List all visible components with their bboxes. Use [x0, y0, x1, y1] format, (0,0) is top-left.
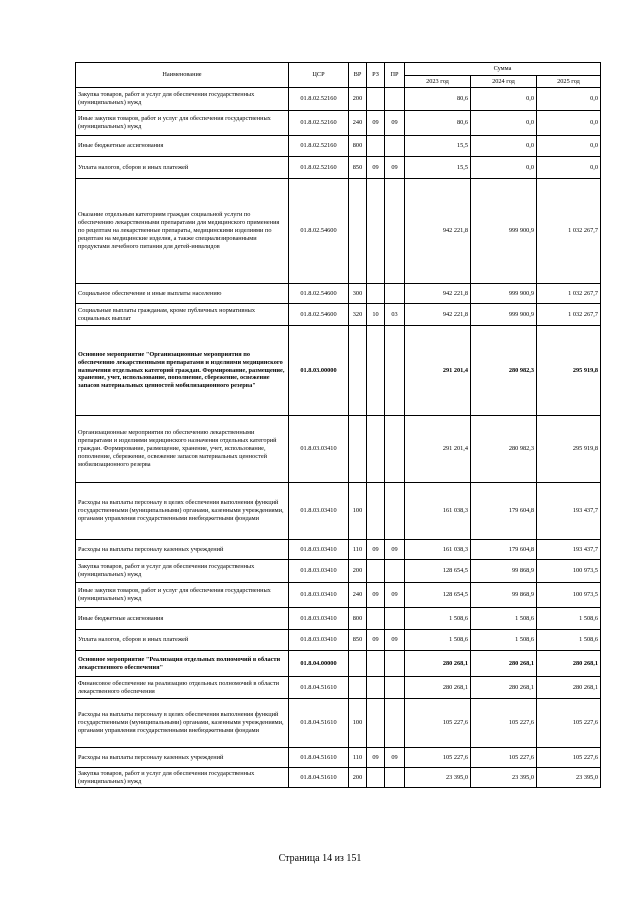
table-row: [76, 699, 601, 748]
row-name: Социальные выплаты гражданам, кроме публичных нормативных социальных выплат: [76, 304, 289, 326]
row-2025: 105 227,6: [537, 699, 601, 748]
row-vr: 200: [349, 88, 367, 111]
row-vr: [349, 326, 367, 416]
row-name: Социальное обеспечение и иные выплаты населению: [76, 284, 289, 304]
row-rz: [367, 179, 385, 284]
row-2023: 105 227,6: [405, 699, 471, 748]
row-vr: 110: [349, 540, 367, 560]
row-name: Основное мероприятие "Организационные мероприятия по обеспечению лекарственными препаратами и изделиями медицинского назначения отдельных категорий граждан. Формирование, размещение, хранение, учет, использование, пополнение, сбережение, освежение запасов материальных ценностей мобилизационного резерва": [76, 326, 289, 416]
header-2024: 2024 год: [471, 76, 537, 88]
row-2025: 295 919,8: [537, 326, 601, 416]
row-name: Расходы на выплаты персоналу казенных учреждений: [76, 540, 289, 560]
row-rz: [367, 677, 385, 699]
row-name: Иные бюджетные ассигнования: [76, 136, 289, 157]
row-csr: 01.8.03.03410: [289, 560, 349, 583]
table-row: [76, 111, 601, 136]
row-rz: 09: [367, 630, 385, 651]
row-pr: [385, 179, 405, 284]
table-body: [76, 88, 601, 788]
row-pr: 03: [385, 304, 405, 326]
row-name: Расходы на выплаты персоналу в целях обеспечения выполнения функций государственными (муниципальными) органами, казенными учреждениями, органами управления государственными внебюджетными фондами: [76, 483, 289, 540]
row-2024: 0,0: [471, 157, 537, 179]
row-csr: 01.8.02.52160: [289, 88, 349, 111]
table-row: [76, 304, 601, 326]
row-2024: 1 508,6: [471, 630, 537, 651]
row-2025: 0,0: [537, 111, 601, 136]
row-2023: 15,5: [405, 157, 471, 179]
table-row: [76, 179, 601, 284]
row-csr: 01.8.02.52160: [289, 111, 349, 136]
row-rz: [367, 284, 385, 304]
row-csr: 01.8.02.52160: [289, 157, 349, 179]
table-row: [76, 157, 601, 179]
row-2024: 0,0: [471, 111, 537, 136]
row-2024: 99 868,9: [471, 560, 537, 583]
header-vr: ВР: [349, 63, 367, 88]
row-pr: [385, 699, 405, 748]
row-name: Иные бюджетные ассигнования: [76, 608, 289, 630]
row-pr: [385, 768, 405, 788]
header-name: Наименование: [76, 63, 289, 88]
row-2023: 291 201,4: [405, 326, 471, 416]
row-2024: 99 868,9: [471, 583, 537, 608]
table-row: [76, 326, 601, 416]
table-row: [76, 483, 601, 540]
row-2024: 999 900,9: [471, 304, 537, 326]
row-2025: 295 919,8: [537, 416, 601, 483]
row-name: Оказание отдельным категориям граждан социальной услуги по обеспечению лекарственными препаратами для медицинского применения по рецептам на лекарственные препараты, медицинскими изделиями по рецептам на медицинские изделия, а также специализированными продуктами лечебного питания для детей-инвалидов: [76, 179, 289, 284]
row-2023: 161 038,3: [405, 483, 471, 540]
row-name: Финансовое обеспечение на реализацию отдельных полномочий в области лекарственного обеспечения: [76, 677, 289, 699]
row-pr: [385, 416, 405, 483]
row-vr: 240: [349, 111, 367, 136]
row-2023: 128 654,5: [405, 560, 471, 583]
row-csr: 01.8.03.03410: [289, 483, 349, 540]
row-pr: [385, 284, 405, 304]
row-csr: 01.8.03.03410: [289, 608, 349, 630]
row-pr: [385, 560, 405, 583]
row-2023: 80,6: [405, 88, 471, 111]
table-row: [76, 651, 601, 677]
row-csr: 01.8.04.00000: [289, 651, 349, 677]
row-vr: 800: [349, 608, 367, 630]
row-vr: 800: [349, 136, 367, 157]
row-2025: 193 437,7: [537, 540, 601, 560]
row-pr: 09: [385, 111, 405, 136]
row-2024: 0,0: [471, 136, 537, 157]
row-rz: [367, 699, 385, 748]
row-2024: 999 900,9: [471, 284, 537, 304]
row-rz: [367, 136, 385, 157]
row-pr: [385, 651, 405, 677]
row-2025: 0,0: [537, 136, 601, 157]
row-2025: 23 395,0: [537, 768, 601, 788]
row-csr: 01.8.03.03410: [289, 630, 349, 651]
row-rz: [367, 326, 385, 416]
row-2024: 280 982,3: [471, 326, 537, 416]
row-2024: 179 604,8: [471, 540, 537, 560]
row-csr: 01.8.02.54600: [289, 304, 349, 326]
row-2023: 80,6: [405, 111, 471, 136]
row-vr: 850: [349, 630, 367, 651]
row-2023: 1 508,6: [405, 630, 471, 651]
row-rz: 10: [367, 304, 385, 326]
row-2024: 1 508,6: [471, 608, 537, 630]
row-rz: [367, 560, 385, 583]
table-row: [76, 768, 601, 788]
row-2023: 23 395,0: [405, 768, 471, 788]
row-vr: 100: [349, 483, 367, 540]
row-vr: 100: [349, 699, 367, 748]
row-2023: 280 268,1: [405, 677, 471, 699]
row-2024: 179 604,8: [471, 483, 537, 540]
row-2023: 105 227,6: [405, 748, 471, 768]
row-2025: 0,0: [537, 88, 601, 111]
row-pr: [385, 136, 405, 157]
header-pr: ПР: [385, 63, 405, 88]
row-csr: 01.8.03.03410: [289, 583, 349, 608]
row-pr: [385, 677, 405, 699]
row-pr: [385, 326, 405, 416]
row-vr: 240: [349, 583, 367, 608]
row-2023: 942 221,8: [405, 284, 471, 304]
row-pr: 09: [385, 630, 405, 651]
row-name: Закупка товаров, работ и услуг для обеспечения государственных (муниципальных) нужд: [76, 768, 289, 788]
row-csr: 01.8.03.03410: [289, 540, 349, 560]
row-vr: [349, 651, 367, 677]
row-rz: [367, 416, 385, 483]
row-vr: 200: [349, 768, 367, 788]
row-rz: [367, 88, 385, 111]
row-2025: 1 508,6: [537, 630, 601, 651]
table-row: [76, 284, 601, 304]
row-2024: 280 268,1: [471, 677, 537, 699]
row-2023: 291 201,4: [405, 416, 471, 483]
row-csr: 01.8.03.03410: [289, 416, 349, 483]
row-2023: 128 654,5: [405, 583, 471, 608]
row-pr: [385, 483, 405, 540]
row-csr: 01.8.02.52160: [289, 136, 349, 157]
row-vr: 850: [349, 157, 367, 179]
row-name: Расходы на выплаты персоналу казенных учреждений: [76, 748, 289, 768]
row-name: Уплата налогов, сборов и иных платежей: [76, 157, 289, 179]
row-csr: 01.8.04.51610: [289, 699, 349, 748]
row-2024: 105 227,6: [471, 699, 537, 748]
row-2025: 100 973,5: [537, 560, 601, 583]
row-vr: [349, 179, 367, 284]
row-pr: 09: [385, 748, 405, 768]
row-csr: 01.8.04.51610: [289, 677, 349, 699]
row-vr: 320: [349, 304, 367, 326]
table-row: [76, 583, 601, 608]
page-footer: Страница 14 из 151: [278, 853, 362, 864]
row-2025: 1 032 267,7: [537, 284, 601, 304]
table-row: [76, 416, 601, 483]
row-csr: 01.8.02.54600: [289, 284, 349, 304]
table-row: [76, 608, 601, 630]
table-row: [76, 560, 601, 583]
row-2023: 161 038,3: [405, 540, 471, 560]
table-row: [76, 748, 601, 768]
table-row: [76, 677, 601, 699]
row-2024: 0,0: [471, 88, 537, 111]
row-2025: 0,0: [537, 157, 601, 179]
row-name: Основное мероприятие "Реализация отдельных полномочий в области лекарственного обеспечения": [76, 651, 289, 677]
row-2023: 15,5: [405, 136, 471, 157]
budget-table: [75, 62, 601, 788]
row-2025: 193 437,7: [537, 483, 601, 540]
header-sum: Сумма: [405, 63, 601, 76]
row-vr: 200: [349, 560, 367, 583]
row-rz: 09: [367, 748, 385, 768]
row-pr: 09: [385, 583, 405, 608]
row-rz: 09: [367, 111, 385, 136]
row-name: Закупка товаров, работ и услуг для обеспечения государственных (муниципальных) нужд: [76, 560, 289, 583]
row-rz: 09: [367, 157, 385, 179]
row-2025: 105 227,6: [537, 748, 601, 768]
table-row: [76, 540, 601, 560]
row-2025: 280 268,1: [537, 651, 601, 677]
row-pr: [385, 88, 405, 111]
row-name: Уплата налогов, сборов и иных платежей: [76, 630, 289, 651]
row-2023: 942 221,8: [405, 179, 471, 284]
header-rz: РЗ: [367, 63, 385, 88]
row-csr: 01.8.02.54600: [289, 179, 349, 284]
row-2024: 280 982,3: [471, 416, 537, 483]
row-vr: [349, 416, 367, 483]
row-csr: 01.8.04.51610: [289, 748, 349, 768]
table-row: [76, 136, 601, 157]
row-2025: 1 032 267,7: [537, 304, 601, 326]
row-name: Организационные мероприятия по обеспечению лекарственными препаратами и изделиями медицинского назначения отдельных категорий граждан. Формирование, размещение, хранение, учет, использование, пополнение, сбережение, освежение запасов материальных ценностей мобилизационного резерва: [76, 416, 289, 483]
row-2024: 23 395,0: [471, 768, 537, 788]
row-rz: 09: [367, 583, 385, 608]
row-pr: 09: [385, 540, 405, 560]
row-2024: 999 900,9: [471, 179, 537, 284]
row-2023: 1 508,6: [405, 608, 471, 630]
row-name: Иные закупки товаров, работ и услуг для обеспечения государственных (муниципальных) нужд: [76, 111, 289, 136]
row-rz: [367, 651, 385, 677]
row-rz: 09: [367, 540, 385, 560]
row-name: Иные закупки товаров, работ и услуг для обеспечения государственных (муниципальных) нужд: [76, 583, 289, 608]
table-row: [76, 88, 601, 111]
row-csr: 01.8.03.00000: [289, 326, 349, 416]
row-name: Закупка товаров, работ и услуг для обеспечения государственных (муниципальных) нужд: [76, 88, 289, 111]
row-vr: 110: [349, 748, 367, 768]
row-pr: 09: [385, 157, 405, 179]
row-2023: 942 221,8: [405, 304, 471, 326]
header-2023: 2023 год: [405, 76, 471, 88]
row-2025: 280 268,1: [537, 677, 601, 699]
row-pr: [385, 608, 405, 630]
row-name: Расходы на выплаты персоналу в целях обеспечения выполнения функций государственными (муниципальными) органами, казенными учреждениями, органами управления государственными внебюджетными фондами: [76, 699, 289, 748]
row-2025: 1 508,6: [537, 608, 601, 630]
row-rz: [367, 768, 385, 788]
header-csr: ЦСР: [289, 63, 349, 88]
row-2023: 280 268,1: [405, 651, 471, 677]
table-row: [76, 630, 601, 651]
row-vr: 300: [349, 284, 367, 304]
row-2024: 280 268,1: [471, 651, 537, 677]
row-2025: 1 032 267,7: [537, 179, 601, 284]
row-rz: [367, 483, 385, 540]
row-2024: 105 227,6: [471, 748, 537, 768]
row-rz: [367, 608, 385, 630]
row-csr: 01.8.04.51610: [289, 768, 349, 788]
header-2025: 2025 год: [537, 76, 601, 88]
row-2025: 100 973,5: [537, 583, 601, 608]
row-vr: [349, 677, 367, 699]
